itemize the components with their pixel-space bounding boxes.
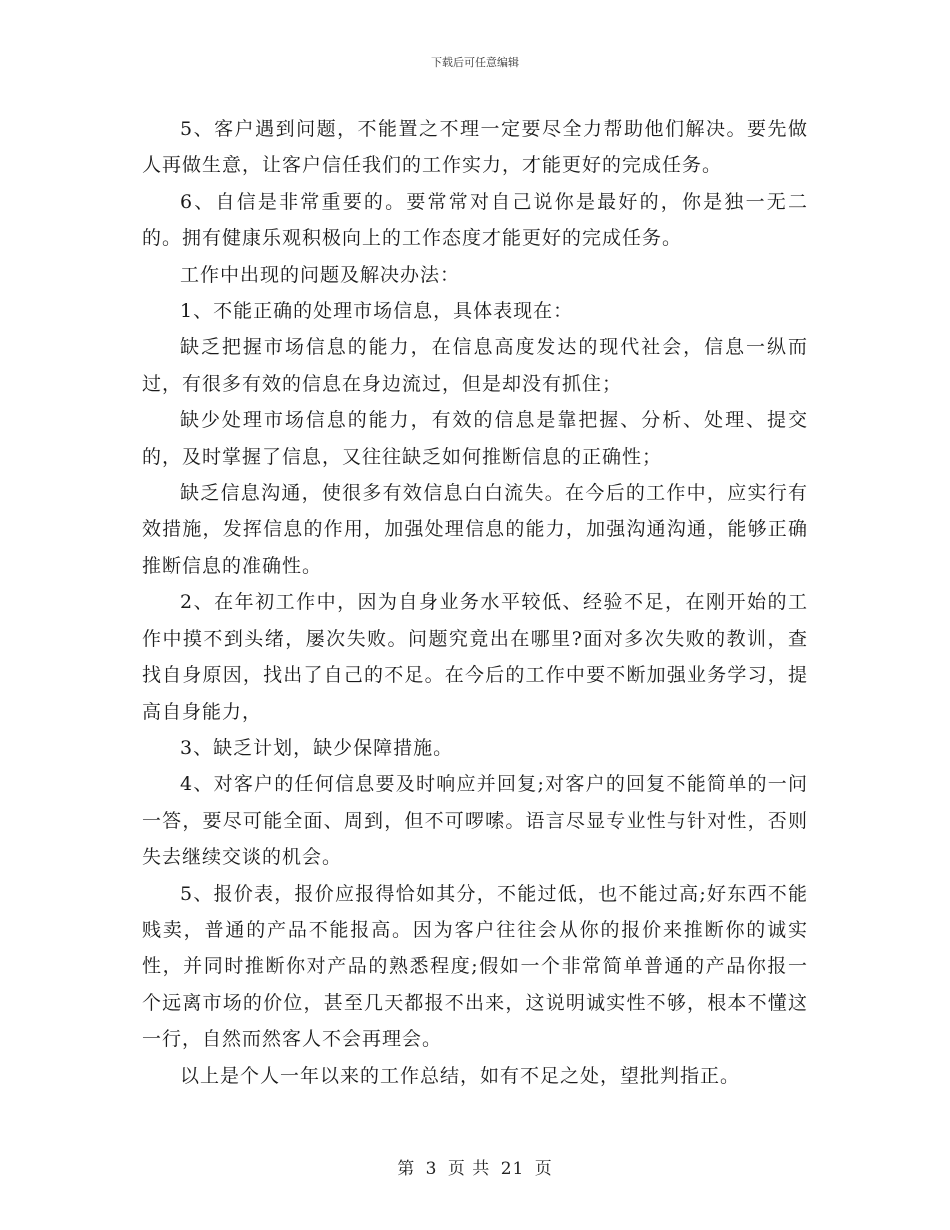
section-heading: 工作中出现的问题及解决办法： (180, 263, 461, 286)
paragraph: 5、报价表，报价应报得恰如其分，不能过低，也不能过高;好东西不能贱卖，普通的产品不能报高。因为客户往往会从你的报价来推断你的诚实性，并同时推断你对产品的熟悉程度;假如一个非常简单普通的产品你报一个远离市场的价位，甚至几天都报不出来，这说明诚实性不够，根本不懂这一行，自然而然客人不会再理会。 (142, 882, 808, 1051)
paragraph: 缺少处理市场信息的能力，有效的信息是靠把握、分析、处理、提交的，及时掌握了信息，又往往缺乏如何推断信息的正确性； (142, 409, 808, 468)
paragraph: 缺乏信息沟通，使很多有效信息白白流失。在今后的工作中，应实行有效措施，发挥信息的作用，加强处理信息的能力，加强沟通沟通，能够正确推断信息的准确性。 (142, 482, 808, 577)
paragraph: 缺乏把握市场信息的能力，在信息高度发达的现代社会，信息一纵而过，有很多有效的信息在身边流过，但是却没有抓住； (142, 336, 808, 395)
paragraph: 6、自信是非常重要的。要常常对自己说你是最好的，你是独一无二的。拥有健康乐观积极向上的工作态度才能更好的完成任务。 (142, 190, 808, 250)
paragraph: 2、在年初工作中，因为自身业务水平较低、经验不足，在刚开始的工作中摸不到头绪，屡次失败。问题究竟出在哪里?面对多次失败的教训，查找自身原因，找出了自己的不足。在今后的工作中要不断加强业务学习，提高自身能力， (142, 591, 808, 723)
paragraph: 以上是个人一年以来的工作总结，如有不足之处，望批判指正。 (180, 1064, 741, 1087)
paragraph: 4、对客户的任何信息要及时响应并回复;对客户的回复不能简单的一问一答，要尽可能全面、周到，但不可啰嗦。语言尽显专业性与针对性，否则失去继续交谈的机会。 (142, 773, 808, 869)
footer-middle: 页 共 (447, 1159, 491, 1179)
paragraph: 5、客户遇到问题，不能置之不理一定要尽全力帮助他们解决。要先做人再做生意，让客户信任我们的工作实力，才能更好的完成任务。 (142, 118, 808, 177)
footer-total-pages: 21 (500, 1159, 525, 1179)
paragraph: 3、缺乏计划，缺少保障措施。 (180, 736, 454, 759)
footer-prefix: 第 (397, 1159, 416, 1179)
page-header-note: 下载后可任意编辑 (431, 56, 519, 69)
paragraph: 1、不能正确的处理市场信息，具体表现在： (180, 300, 574, 323)
document-body (142, 111, 808, 1094)
footer-current-page: 3 (425, 1159, 438, 1179)
footer-suffix: 页 (534, 1159, 553, 1179)
page-footer (0, 1154, 950, 1179)
